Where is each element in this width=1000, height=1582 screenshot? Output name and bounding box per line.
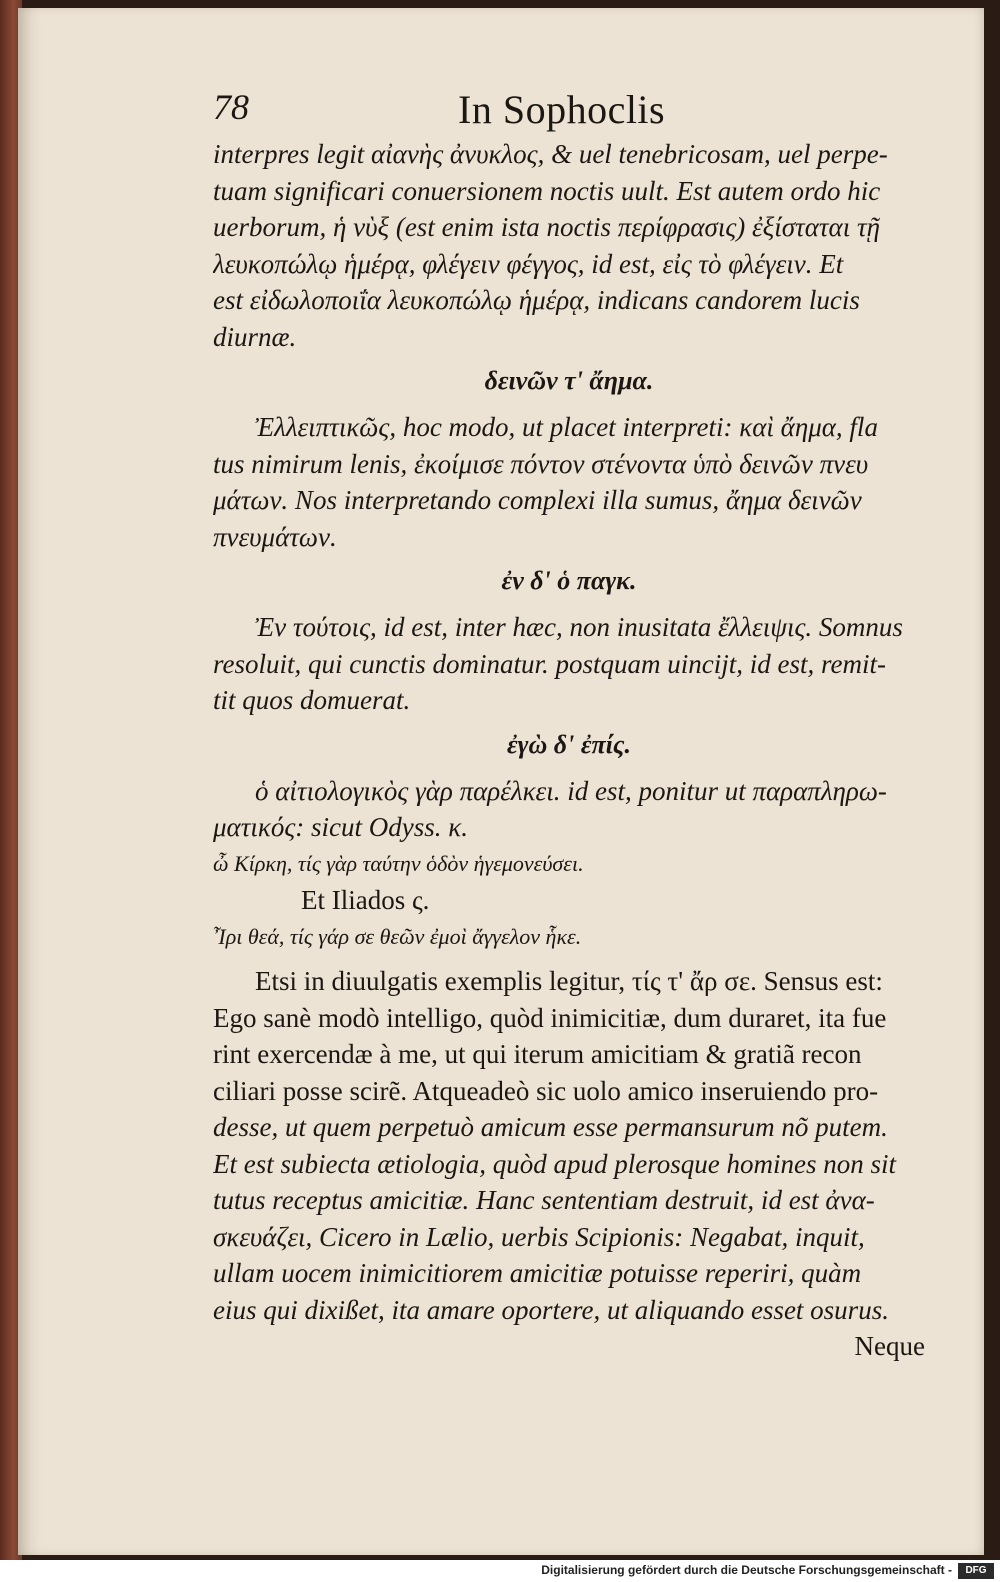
- text-line: desse, ut quem perpetuò amicum esse permansurum nõ putem.: [213, 1112, 888, 1142]
- digitization-footer: [0, 1560, 1000, 1582]
- text-line: σκευάζει, Cicero in Lælio, uerbis Scipionis: Negabat, inquit,: [213, 1221, 865, 1252]
- text-line: resoluit, qui cunctis dominatur. postquam uincijt, id est, remit-: [213, 648, 886, 679]
- text-line: est εἰδωλοποιΐα λευκοπώλῳ ἡμέρᾳ, indicans candorem lucis: [213, 285, 860, 315]
- text-line: Ἐλλειπτικῶς, hoc modo, ut placet interpreti: καὶ ἄημα, fla: [255, 412, 878, 442]
- text-line: interpres legit αἰανὴς ἀνυκλος, & uel tenebricosam, uel perpe-: [213, 139, 888, 169]
- text-line: μάτων. Nos interpretando complexi illa sumus, ἄημα δεινῶν: [213, 485, 862, 515]
- text-line: λευκοπώλῳ ἡμέρᾳ, φλέγειν φέγγος, id est, εἰς τὸ φλέγειν. Et: [213, 248, 844, 279]
- text-block: [213, 136, 925, 1365]
- citation-line: Et Iliados ς.: [301, 885, 430, 915]
- text-line: ullam uocem inimicitiorem amicitiæ potuisse reperiri, quàm: [213, 1258, 862, 1288]
- text-line: tuam significari conuersionem noctis uult. Est autem ordo hic: [213, 175, 881, 206]
- text-line: ciliari posse scirẽ. Atqueadeò sic uolo amico inseruiendo pro-: [213, 1075, 879, 1106]
- greek-quotation: Ἶρι θεά, τίς γάρ σε θεῶν ἐμοὶ ἄγγελον ἧκε.: [213, 923, 582, 949]
- text-line: rint exercendæ à me, ut qui iterum amicitiam & gratiã recon: [213, 1039, 862, 1069]
- text-line: Ἐν τούτοις, id est, inter hæc, non inusitata ἔλλειψις. Somnus: [255, 612, 903, 642]
- catchword: Neque: [854, 1331, 925, 1361]
- text-line: tus nimirum lenis, ἐκοίμισε πόντον στένοντα ὑπὸ δεινῶν πνευ: [213, 448, 869, 479]
- text-line: tutus receptus amicitiæ. Hanc sententiam destruit, id est ἀνα-: [213, 1185, 875, 1215]
- page-number: 78: [213, 87, 249, 127]
- lemma-heading: δεινῶν τ' ἄημα.: [484, 366, 654, 395]
- text-line: eius qui dixißet, ita amare oportere, ut aliquando esset osurus.: [213, 1294, 889, 1325]
- lemma-heading: ἐγὼ δ' ἐπίς.: [507, 729, 631, 759]
- text-line: ματικός: sicut Odyss. κ.: [213, 812, 468, 842]
- book-page: [18, 8, 984, 1555]
- running-head-title: In Sophoclis: [458, 87, 666, 132]
- text-line: uerborum, ἡ νὺξ (est enim ista noctis περίφρασις) ἐξίσταται τῇ: [213, 212, 881, 242]
- text-line: diurnæ.: [213, 321, 297, 352]
- text-line: Etsi in diuulgatis exemplis legitur, τίς τ' ἄρ σε. Sensus est:: [255, 966, 883, 996]
- dfg-logo-icon: DFG: [958, 1563, 994, 1579]
- text-line: ὁ αἰτιολογικὸς γὰρ παρέλκει. id est, ponitur ut παραπληρω-: [255, 775, 887, 806]
- text-line: πνευμάτων.: [213, 521, 337, 552]
- text-line: Et est subiecta ætiologia, quòd apud plerosque homines non sit: [213, 1148, 896, 1179]
- greek-quotation: ὦ Κίρκη, τίς γὰρ ταύτην ὁδὸν ἡγεμονεύσει.: [213, 850, 584, 876]
- running-head: [213, 86, 933, 136]
- footer-credit: Digitalisierung gefördert durch die Deutsche Forschungsgemeinschaft -: [541, 1563, 952, 1577]
- lemma-heading: ἐν δ' ὁ παγκ.: [501, 566, 637, 595]
- text-line: Ego sanè modò intelligo, quòd inimicitiæ, dum duraret, ita fue: [213, 1002, 887, 1033]
- text-line: tit quos domuerat.: [213, 685, 411, 715]
